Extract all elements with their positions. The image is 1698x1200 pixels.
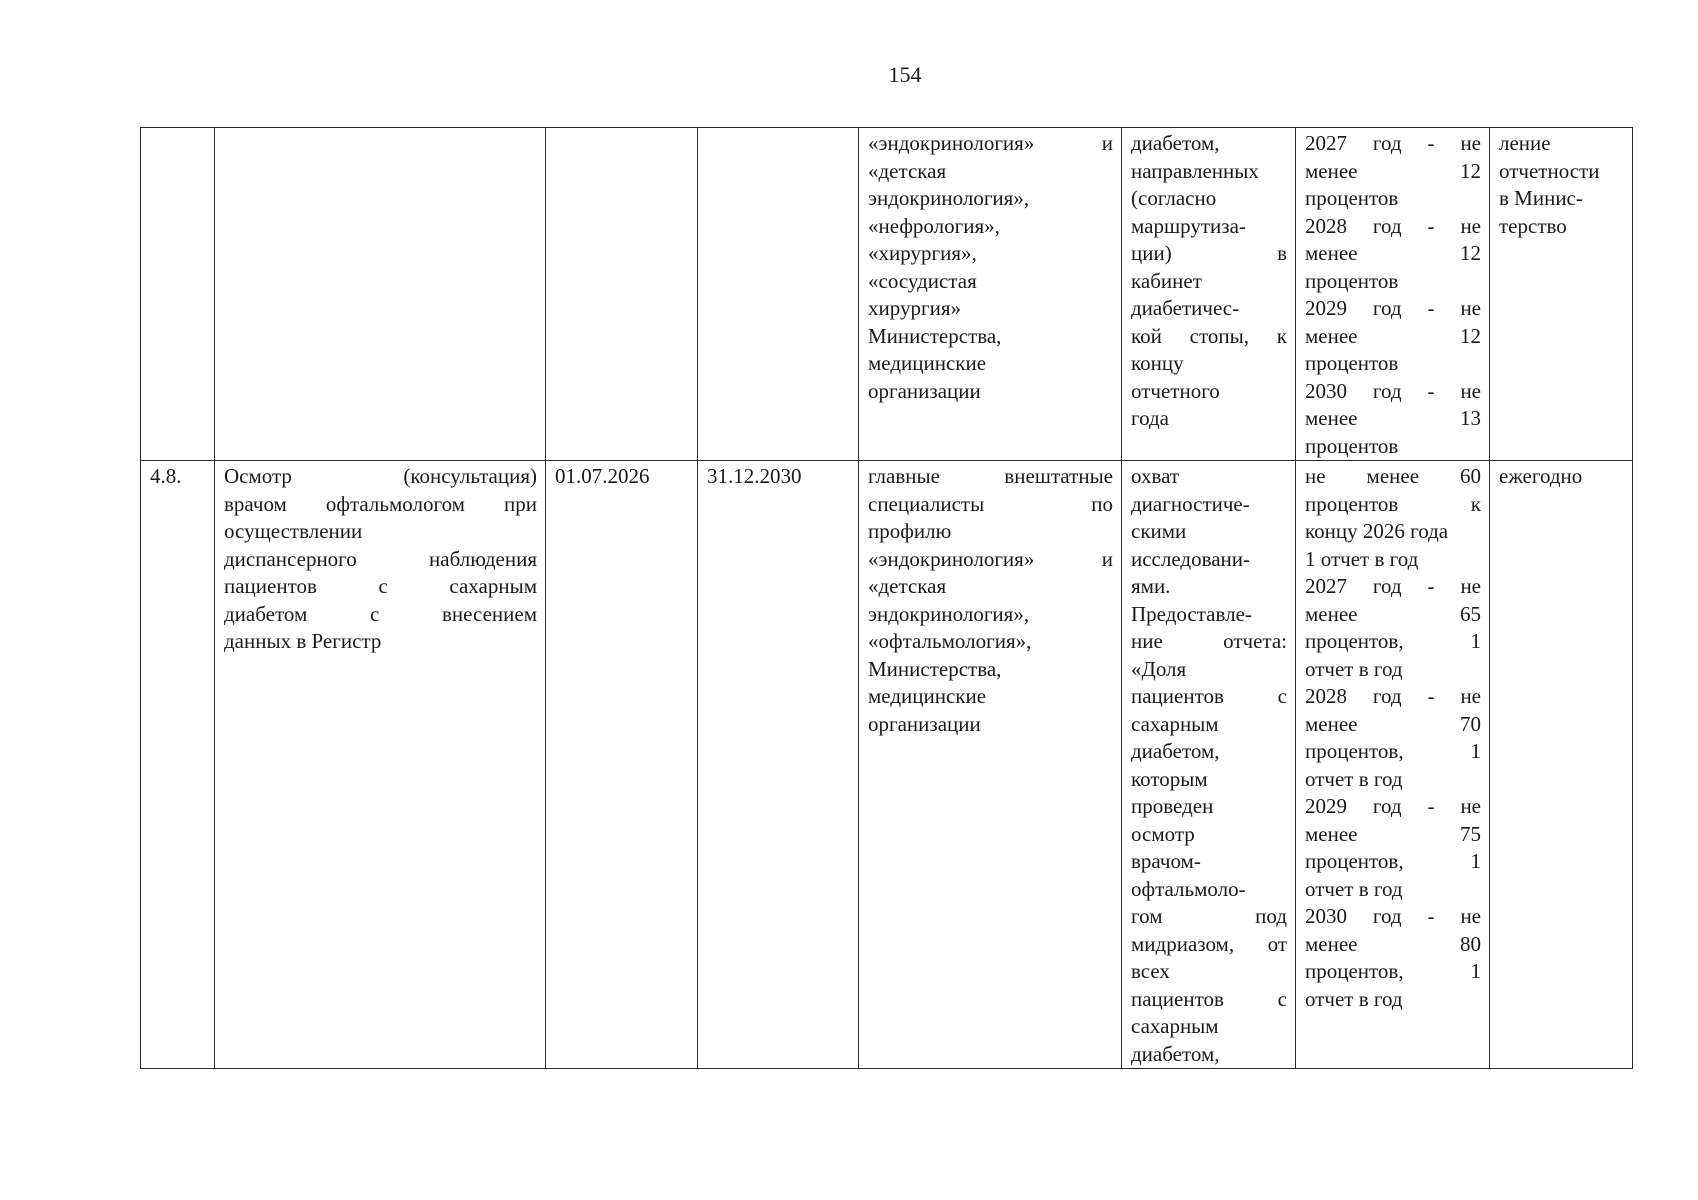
- word: процентов: [1305, 351, 1399, 375]
- word: -: [1427, 574, 1435, 598]
- text-line: [1131, 848, 1287, 876]
- text-line: [868, 573, 1113, 601]
- text-line: [1131, 711, 1287, 739]
- word: диспансерного: [224, 546, 357, 571]
- text-line: [1131, 628, 1287, 656]
- word: 70: [1460, 711, 1481, 736]
- word: процентов: [1305, 186, 1399, 210]
- word: диагностиче-: [1131, 491, 1250, 516]
- word: хирургия»: [868, 296, 961, 320]
- word: под: [1255, 904, 1287, 928]
- word: 1: [1470, 849, 1481, 873]
- word: -: [1427, 213, 1435, 238]
- word: -: [1427, 684, 1435, 708]
- word: процентов,: [1305, 739, 1404, 763]
- word: и: [1101, 546, 1113, 571]
- word: процентов,: [1305, 959, 1404, 983]
- word: менее: [1305, 931, 1358, 956]
- text-line: [868, 268, 1113, 296]
- word: процентов: [1305, 491, 1399, 516]
- text-line: [1131, 821, 1287, 849]
- table-row: [141, 128, 1633, 461]
- word: не: [1460, 684, 1481, 708]
- word: год: [1372, 296, 1402, 320]
- word: концу: [1131, 351, 1184, 375]
- word: не: [1460, 213, 1481, 238]
- text-line: [868, 463, 1113, 491]
- start-date-text: 01.07.2026: [555, 464, 650, 488]
- text-line: [1305, 711, 1481, 739]
- text-line: [1131, 766, 1287, 794]
- text-line: [1131, 573, 1287, 601]
- word: Министерства,: [868, 323, 1002, 348]
- text-line: [1305, 573, 1481, 601]
- word: маршрутиза-: [1131, 213, 1246, 238]
- text-line: [1499, 130, 1624, 158]
- text-line: [1305, 463, 1481, 491]
- word: год: [1372, 574, 1402, 598]
- word: менее: [1305, 241, 1358, 265]
- word: не: [1460, 574, 1481, 598]
- word: 2030: [1305, 904, 1347, 928]
- text-line: [868, 518, 1113, 546]
- word: менее: [1305, 711, 1358, 736]
- word: «нефрология»,: [868, 213, 1000, 238]
- text-line: [1131, 546, 1287, 574]
- word: «хирургия»,: [868, 241, 977, 265]
- text-line: [1499, 463, 1624, 491]
- word: процентов,: [1305, 849, 1404, 873]
- text-line: [1305, 876, 1481, 904]
- word: «эндокринология»: [868, 131, 1035, 155]
- text-line: [1131, 213, 1287, 241]
- word: пациентов: [1131, 684, 1224, 708]
- text-line: [1305, 295, 1481, 323]
- word: скими: [1131, 519, 1187, 543]
- text-line: [868, 350, 1113, 378]
- text-line: [224, 628, 537, 656]
- word: врачом: [224, 491, 287, 516]
- text-line: [224, 463, 537, 491]
- word: профилю: [868, 519, 952, 543]
- text-line: [1305, 601, 1481, 629]
- text-line: [1305, 433, 1481, 461]
- cell-target: [1296, 461, 1490, 1069]
- text-line: [1131, 683, 1287, 711]
- cell-activity: [215, 461, 546, 1069]
- word: офтальмоло-: [1131, 876, 1246, 901]
- text-line: [1305, 268, 1481, 296]
- word: 2030: [1305, 378, 1347, 403]
- text-line: [1131, 1041, 1287, 1069]
- text-line: [1305, 628, 1481, 656]
- text-line: [1305, 546, 1481, 574]
- word: 13: [1460, 406, 1481, 430]
- word: процентов,: [1305, 629, 1404, 653]
- cell-indicator: [1122, 128, 1296, 461]
- word: которым: [1131, 766, 1208, 791]
- word: менее: [1305, 406, 1358, 430]
- word: в: [1277, 241, 1287, 265]
- text-line: [1305, 931, 1481, 959]
- text-line: [1305, 958, 1481, 986]
- word: менее: [1366, 464, 1420, 488]
- text-line: [1305, 738, 1481, 766]
- word: менее: [1305, 323, 1358, 348]
- word: «детская: [868, 574, 947, 598]
- word: отчет в год: [1305, 986, 1403, 1011]
- word: организации: [868, 711, 981, 736]
- word: менее: [1305, 601, 1358, 626]
- word: 1: [1470, 629, 1481, 653]
- text-line: [1499, 213, 1624, 241]
- text-line: [224, 491, 537, 519]
- text-line: [1131, 463, 1287, 491]
- text-line: [1305, 903, 1481, 931]
- word: внесением: [442, 601, 537, 626]
- word: сахарным: [1131, 1014, 1219, 1038]
- word: отчет в год: [1305, 656, 1403, 681]
- word: с: [369, 601, 380, 626]
- word: год: [1372, 794, 1402, 818]
- text-line: [1131, 793, 1287, 821]
- cell-target: [1296, 128, 1490, 461]
- text-line: [1305, 848, 1481, 876]
- word: стопы,: [1189, 323, 1249, 348]
- word: направленных: [1131, 158, 1259, 183]
- text-line: [868, 323, 1113, 351]
- word: диабетом: [224, 601, 308, 626]
- word: диабетичес-: [1131, 296, 1240, 320]
- text-line: [868, 628, 1113, 656]
- word: сахарным: [449, 574, 537, 598]
- text-line: [224, 518, 537, 546]
- cell-start-date: [546, 128, 698, 461]
- word: Осмотр: [224, 464, 292, 488]
- word: медицинские: [868, 684, 987, 708]
- text-line: [868, 546, 1113, 574]
- text-line: [868, 601, 1113, 629]
- word: проведен: [1131, 794, 1214, 818]
- text-line: [868, 656, 1113, 684]
- word: не: [1460, 131, 1481, 155]
- text-line: [1305, 986, 1481, 1014]
- word: год: [1372, 213, 1402, 238]
- text-line: [1131, 601, 1287, 629]
- word: с: [378, 574, 388, 598]
- word: -: [1427, 296, 1435, 320]
- text-line: [868, 240, 1113, 268]
- text-line: [1499, 185, 1624, 213]
- word: «сосудистая: [868, 268, 977, 293]
- word: 80: [1460, 931, 1481, 956]
- text-line: [868, 711, 1113, 739]
- text-line: [1131, 931, 1287, 959]
- text-line: [1305, 491, 1481, 519]
- word: с: [1277, 986, 1287, 1011]
- word: менее: [1305, 158, 1358, 183]
- word: диабетом,: [1131, 131, 1220, 155]
- text-line: [1131, 350, 1287, 378]
- word: диабетом,: [1131, 1041, 1220, 1066]
- text-line: [868, 683, 1113, 711]
- text-line: [1131, 518, 1287, 546]
- word: 2027: [1305, 131, 1347, 155]
- text-line: [1131, 158, 1287, 186]
- cell-start-date: [546, 461, 698, 1069]
- text-line: [1305, 821, 1481, 849]
- text-line: [1305, 656, 1481, 684]
- word: по: [1091, 491, 1113, 516]
- word: 2029: [1305, 794, 1347, 818]
- measures-table: [140, 127, 1633, 1069]
- word: ление: [1499, 131, 1551, 155]
- word: 75: [1460, 821, 1481, 846]
- word: внештатные: [1004, 464, 1113, 488]
- word: главные: [868, 464, 940, 488]
- word: «детская: [868, 158, 947, 183]
- word: не: [1460, 296, 1481, 320]
- word: офтальмологом: [325, 491, 465, 516]
- word: 2028: [1305, 684, 1347, 708]
- text-line: [1131, 656, 1287, 684]
- word: 1 отчет в год: [1305, 546, 1419, 571]
- text-line: [1305, 350, 1481, 378]
- word: «эндокринология»: [868, 546, 1035, 571]
- word: сахарным: [1131, 711, 1219, 736]
- text-line: [1131, 323, 1287, 351]
- number-text: 4.8.: [150, 464, 182, 488]
- word: Министерства,: [868, 656, 1002, 681]
- word: год: [1372, 131, 1402, 155]
- word: к: [1470, 491, 1481, 516]
- text-line: [1305, 405, 1481, 433]
- word: 2029: [1305, 296, 1347, 320]
- text-line: [1131, 491, 1287, 519]
- text-line: [224, 546, 537, 574]
- cell-end-date: [698, 461, 859, 1069]
- word: отчет в год: [1305, 876, 1403, 901]
- word: -: [1427, 131, 1435, 155]
- word: отчет в год: [1305, 766, 1403, 791]
- page-number: 154: [888, 62, 922, 87]
- cell-indicator: [1122, 461, 1296, 1069]
- cell-responsible: [859, 461, 1122, 1069]
- word: гом: [1131, 904, 1163, 928]
- word: организации: [868, 378, 981, 403]
- text-line: [1131, 958, 1287, 986]
- word: отчетности: [1499, 158, 1600, 183]
- word: кой: [1131, 323, 1162, 348]
- cell-number: [141, 128, 215, 461]
- text-line: [868, 158, 1113, 186]
- text-line: [1131, 876, 1287, 904]
- word: года: [1131, 406, 1169, 430]
- word: мидриазом,: [1131, 931, 1235, 956]
- text-line: [868, 130, 1113, 158]
- word: медицинские: [868, 351, 987, 375]
- word: год: [1372, 378, 1402, 403]
- word: 2028: [1305, 213, 1347, 238]
- word: 12: [1460, 323, 1481, 348]
- word: процентов: [1305, 268, 1399, 293]
- word: осуществлении: [224, 519, 363, 543]
- text-line: [1305, 323, 1481, 351]
- text-line: [1131, 986, 1287, 1014]
- word: год: [1372, 904, 1402, 928]
- word: Предоставле-: [1131, 601, 1252, 626]
- word: -: [1427, 904, 1435, 928]
- text-line: [1305, 518, 1481, 546]
- word: концу 2026 года: [1305, 519, 1449, 543]
- word: не: [1305, 464, 1326, 488]
- word: 12: [1460, 241, 1481, 265]
- text-line: [1305, 158, 1481, 186]
- word: 12: [1460, 158, 1481, 183]
- word: и: [1101, 131, 1113, 155]
- table-row: [141, 461, 1633, 1069]
- cell-frequency: [1490, 128, 1633, 461]
- word: ние: [1131, 629, 1163, 653]
- text-line: [1131, 378, 1287, 406]
- cell-end-date: [698, 128, 859, 461]
- text-line: [1131, 185, 1287, 213]
- text-line: [1131, 268, 1287, 296]
- end-date-text: 31.12.2030: [707, 464, 802, 488]
- text-line: [1131, 1013, 1287, 1041]
- word: врачом-: [1131, 849, 1201, 873]
- word: не: [1460, 378, 1481, 403]
- word: 60: [1460, 464, 1481, 488]
- word: ями.: [1131, 574, 1171, 598]
- text-line: [1131, 738, 1287, 766]
- text-line: [868, 491, 1113, 519]
- word: с: [1277, 684, 1287, 708]
- text-line: [1131, 130, 1287, 158]
- word: пациентов: [224, 574, 317, 598]
- word: 1: [1470, 739, 1481, 763]
- word: 2027: [1305, 574, 1347, 598]
- text-line: [1305, 240, 1481, 268]
- text-line: [1499, 158, 1624, 186]
- word: процентов: [1305, 433, 1399, 458]
- text-line: [868, 213, 1113, 241]
- word: диабетом,: [1131, 739, 1220, 763]
- word: менее: [1305, 821, 1358, 846]
- text-line: [1131, 903, 1287, 931]
- cell-number: [141, 461, 215, 1069]
- word: от: [1267, 931, 1287, 956]
- word: отчетного: [1131, 378, 1220, 403]
- word: (консультация): [403, 464, 537, 488]
- word: 1: [1470, 959, 1481, 983]
- word: 65: [1460, 601, 1481, 626]
- text-line: [224, 601, 537, 629]
- text-line: [1305, 378, 1481, 406]
- word: пациентов: [1131, 986, 1224, 1011]
- word: специалисты: [868, 491, 985, 516]
- cell-activity: [215, 128, 546, 461]
- text-line: [1305, 213, 1481, 241]
- text-line: [868, 378, 1113, 406]
- word: отчета:: [1223, 629, 1287, 653]
- word: «офтальмология»,: [868, 629, 1032, 653]
- text-line: [224, 573, 537, 601]
- word: «Доля: [1131, 656, 1187, 681]
- word: всех: [1131, 959, 1170, 983]
- text-line: [1131, 295, 1287, 323]
- word: (согласно: [1131, 186, 1217, 210]
- text-line: [1305, 130, 1481, 158]
- text-line: [1305, 683, 1481, 711]
- word: не: [1460, 904, 1481, 928]
- word: не: [1460, 794, 1481, 818]
- word: ежегодно: [1499, 464, 1583, 488]
- word: при: [504, 491, 537, 516]
- text-line: [1131, 240, 1287, 268]
- word: осмотр: [1131, 821, 1195, 846]
- word: эндокринология»,: [868, 186, 1030, 210]
- text-line: [1305, 793, 1481, 821]
- text-line: [868, 295, 1113, 323]
- cell-frequency: [1490, 461, 1633, 1069]
- word: эндокринология»,: [868, 601, 1030, 626]
- word: -: [1427, 794, 1435, 818]
- text-line: [868, 185, 1113, 213]
- word: терство: [1499, 213, 1567, 238]
- word: охват: [1131, 464, 1180, 488]
- word: в Минис-: [1499, 186, 1583, 210]
- word: ции): [1131, 241, 1172, 265]
- word: кабинет: [1131, 268, 1202, 293]
- text-line: [1305, 766, 1481, 794]
- word: год: [1372, 684, 1402, 708]
- text-line: [1305, 185, 1481, 213]
- cell-responsible: [859, 128, 1122, 461]
- word: данных в Регистр: [224, 629, 382, 653]
- word: к: [1276, 323, 1287, 348]
- text-line: [1131, 405, 1287, 433]
- word: -: [1427, 378, 1435, 403]
- word: исследовани-: [1131, 546, 1251, 571]
- word: наблюдения: [429, 546, 537, 571]
